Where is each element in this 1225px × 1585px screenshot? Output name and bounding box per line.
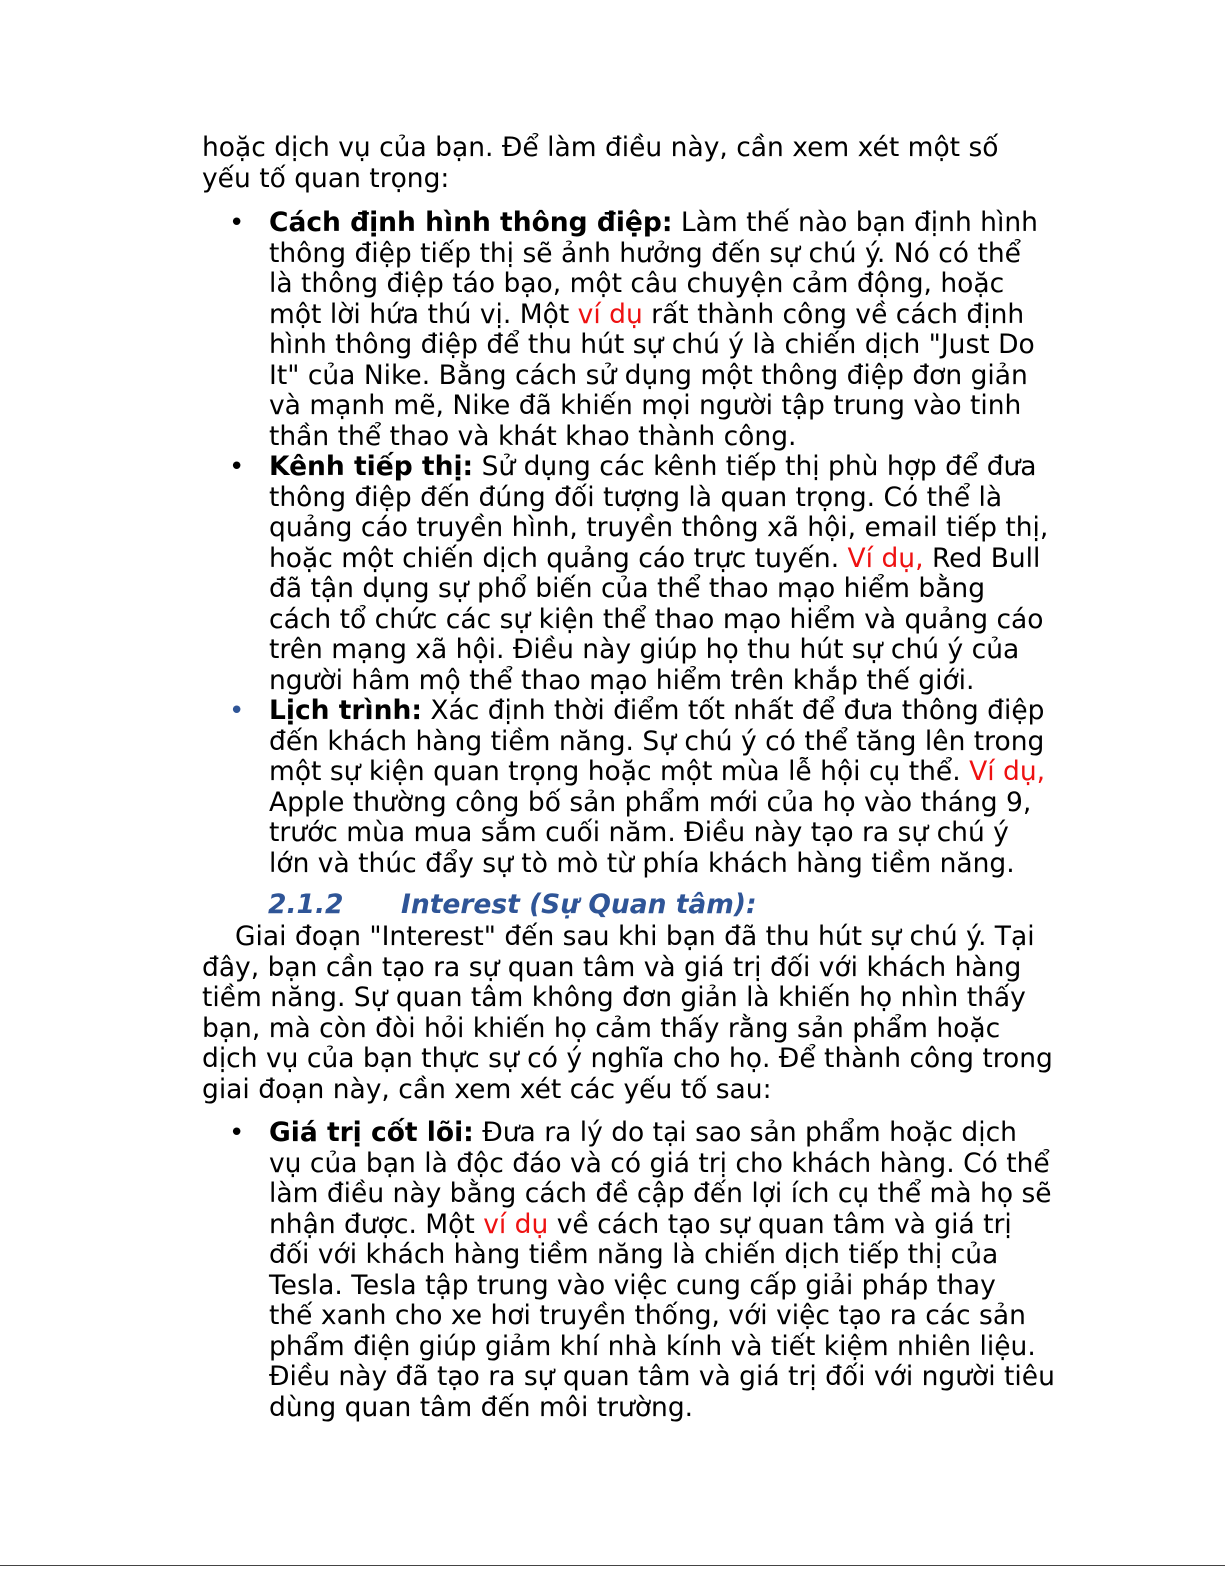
text: hoặc một chiến dịch quảng cáo trực tuyến. bbox=[269, 542, 848, 574]
text-line: phẩm điện giúp giảm khí nhà kính và tiết kiệm nhiên liệu. bbox=[269, 1330, 1036, 1362]
interest-paragraph bbox=[202, 922, 1082, 1105]
text-line: thông điệp đến đúng đối tượng là quan trọng. Có thể là bbox=[269, 481, 1003, 513]
bullet-icon: • bbox=[229, 696, 245, 726]
highlight-text: ví dụ bbox=[577, 298, 643, 330]
text-line: Apple thường công bố sản phẩm mới của họ vào tháng 9, bbox=[269, 786, 1032, 818]
text-line: yếu tố quan trọng: bbox=[202, 162, 450, 194]
text-line: vụ của bạn là độc đáo và có giá trị cho khách hàng. Có thể bbox=[269, 1147, 1050, 1179]
term-label: Giá trị cốt lõi: bbox=[269, 1117, 474, 1148]
text-line: Điều này đã tạo ra sự quan tâm và giá trị đối với người tiêu bbox=[269, 1361, 1055, 1392]
page-bottom-rule bbox=[0, 1565, 1225, 1566]
bullet-icon: • bbox=[229, 452, 245, 482]
text-line: thế xanh cho xe hơi truyền thống, với việc tạo ra các sản bbox=[269, 1300, 1026, 1331]
text: Xác định thời điểm tốt nhất để đưa thông điệp bbox=[421, 695, 1045, 726]
text-line: thần thể thao và khát khao thành công. bbox=[269, 420, 797, 452]
highlight-text: Ví dụ, bbox=[847, 542, 924, 574]
text: Đưa ra lý do tại sao sản phẩm hoặc dịch bbox=[473, 1117, 1017, 1148]
text-line: trước mùa mua sắm cuối năm. Điều này tạo ra sự chú ý bbox=[269, 817, 1009, 848]
text-line: Giai đoạn "Interest" đến sau khi bạn đã thu hút sự chú ý. Tại bbox=[235, 921, 1035, 952]
text: rất thành công về cách định bbox=[642, 298, 1025, 330]
text-line: trên mạng xã hội. Điều này giúp họ thu hút sự chú ý của bbox=[269, 634, 1020, 665]
text: Làm thế nào bạn định hình bbox=[672, 207, 1038, 238]
text-line: là thông điệp táo bạo, một câu chuyện cảm động, hoặc bbox=[269, 268, 1005, 299]
text-line: làm điều này bằng cách đề cập đến lợi ích cụ thể mà họ sẽ bbox=[269, 1178, 1052, 1209]
text-line: Tesla. Tesla tập trung vào việc cung cấp giải pháp thay bbox=[269, 1269, 996, 1301]
text-line: giai đoạn này, cần xem xét các yếu tố sau: bbox=[202, 1073, 772, 1105]
list-item bbox=[202, 696, 1082, 879]
list-item bbox=[202, 1118, 1082, 1423]
text-line: và mạnh mẽ, Nike đã khiến mọi người tập trung vào tinh bbox=[269, 390, 1022, 421]
bullet-list-interest bbox=[202, 1118, 1082, 1423]
section-title: Interest (Sự Quan tâm): bbox=[401, 889, 757, 920]
text-line: người hâm mộ thể thao mạo hiểm trên khắp thế giới. bbox=[269, 664, 975, 696]
text: Sử dụng các kênh tiếp thị phù hợp để đưa bbox=[473, 451, 1037, 482]
term-label: Kênh tiếp thị: bbox=[269, 451, 474, 482]
text-line: hoặc dịch vụ của bạn. Để làm điều này, cần xem xét một số bbox=[202, 132, 999, 163]
text-line: dùng quan tâm đến môi trường. bbox=[269, 1391, 694, 1423]
text-line: hình thông điệp để thu hút sự chú ý là chiến dịch "Just Do bbox=[269, 329, 1035, 360]
text-line: quảng cáo truyền hình, truyền thông xã hội, email tiếp thị, bbox=[269, 512, 1049, 543]
text-line: đây, bạn cần tạo ra sự quan tâm và giá trị đối với khách hàng bbox=[202, 951, 1022, 983]
highlight-text: ví dụ bbox=[483, 1208, 549, 1240]
section-number: 2.1.2 bbox=[268, 889, 344, 920]
intro-paragraph bbox=[202, 133, 1082, 194]
text: về cách tạo sự quan tâm và giá trị bbox=[548, 1208, 1012, 1240]
text: một lời hứa thú vị. Một bbox=[269, 298, 578, 330]
text: một sự kiện quan trọng hoặc một mùa lễ hội cụ thể. bbox=[269, 756, 970, 787]
section-heading bbox=[268, 890, 757, 921]
text-line: đối với khách hàng tiềm năng là chiến dịch tiếp thị của bbox=[269, 1239, 999, 1270]
text: Red Bull bbox=[923, 542, 1041, 574]
term-label: Lịch trình: bbox=[269, 695, 422, 726]
text-line: dịch vụ của bạn thực sự có ý nghĩa cho họ. Để thành công trong bbox=[202, 1043, 1053, 1074]
text-line: thông điệp tiếp thị sẽ ảnh hưởng đến sự chú ý. Nó có thể bbox=[269, 237, 1021, 269]
bullet-list-attention bbox=[202, 208, 1082, 879]
bullet-icon: • bbox=[229, 1118, 245, 1148]
text-line: cách tổ chức các sự kiện thể thao mạo hiểm và quảng cáo bbox=[269, 603, 1044, 635]
highlight-text: Ví dụ, bbox=[969, 756, 1046, 787]
list-item bbox=[202, 452, 1082, 696]
text-line: tiềm năng. Sự quan tâm không đơn giản là khiến họ nhìn thấy bbox=[202, 982, 1026, 1013]
text-line: bạn, mà còn đòi hỏi khiến họ cảm thấy rằng sản phẩm hoặc bbox=[202, 1012, 1001, 1044]
term-label: Cách định hình thông điệp: bbox=[269, 207, 673, 238]
text-line: It" của Nike. Bằng cách sử dụng một thông điệp đơn giản bbox=[269, 359, 1028, 391]
text: nhận được. Một bbox=[269, 1208, 484, 1240]
text-line: lớn và thúc đẩy sự tò mò từ phía khách hàng tiềm năng. bbox=[269, 847, 1015, 879]
bullet-icon: • bbox=[229, 208, 245, 238]
text-line: đã tận dụng sự phổ biến của thể thao mạo hiểm bằng bbox=[269, 573, 986, 604]
list-item bbox=[202, 208, 1082, 452]
text-line: đến khách hàng tiềm năng. Sự chú ý có thể tăng lên trong bbox=[269, 725, 1045, 757]
